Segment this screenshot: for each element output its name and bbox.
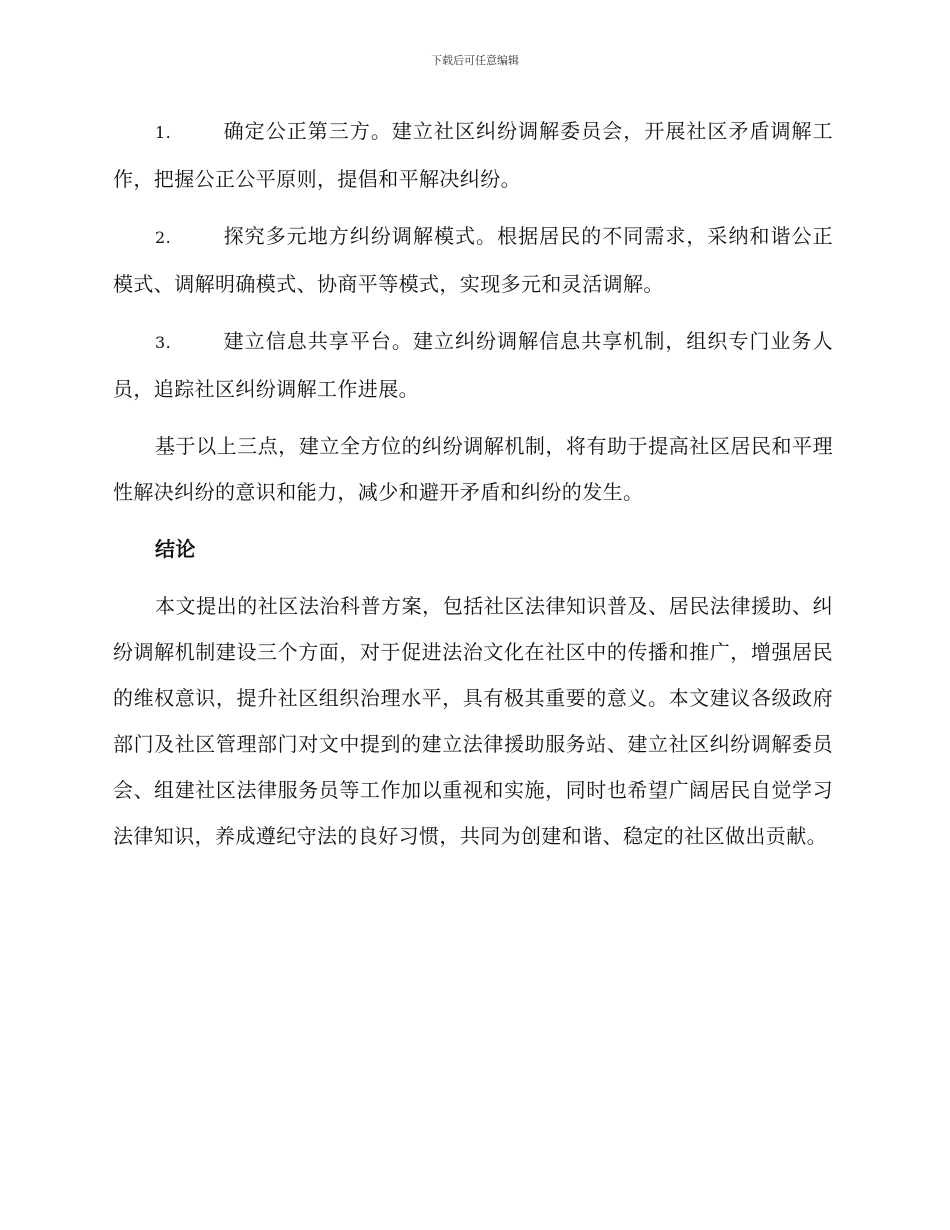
conclusion-heading: 结论 (155, 537, 196, 561)
list-item-number: 2. (155, 228, 172, 247)
list-item-text: 确定公正第三方。建立社区纠纷调解委员会，开展社区矛盾调解工作，把握公正公平原则，提倡和平解决纠纷。 (113, 119, 833, 191)
header-note: 下载后可任意编辑 (431, 54, 519, 67)
conclusion-paragraph: 本文提出的社区法治科普方案，包括社区法律知识普及、居民法律援助、纠纷调解机制建设三个方面，对于促进法治文化在社区中的传播和推广，增强居民的维权意识，提升社区组织治理水平，具有极其重要的意义。本文建议各级政府部门及社区管理部门对文中提到的建立法律援助服务站、建立社区纠纷调解委员会、组建社区法律服务员等工作加以重视和实施，同时也希望广阔居民自觉学习法律知识，养成遵纪守法的良好习惯，共同为创建和谐、稳定的社区做出贡献。 (113, 594, 833, 848)
list-item-number: 3. (155, 333, 172, 352)
list-item (113, 108, 833, 202)
list-item-text: 建立信息共享平台。建立纠纷调解信息共享机制，组织专门业务人员，追踪社区纠纷调解工作进展。 (113, 329, 833, 401)
list-item-number: 1. (155, 123, 172, 142)
summary-paragraph: 基于以上三点，建立全方位的纠纷调解机制，将有助于提高社区居民和平理性解决纠纷的意识和能力，减少和避开矛盾和纠纷的发生。 (113, 434, 833, 504)
list-item (113, 318, 833, 412)
list-item-text: 探究多元地方纠纷调解模式。根据居民的不同需求，采纳和谐公正模式、调解明确模式、协商平等模式，实现多元和灵活调解。 (113, 224, 833, 296)
list-item (113, 213, 833, 307)
document-body (113, 108, 833, 859)
